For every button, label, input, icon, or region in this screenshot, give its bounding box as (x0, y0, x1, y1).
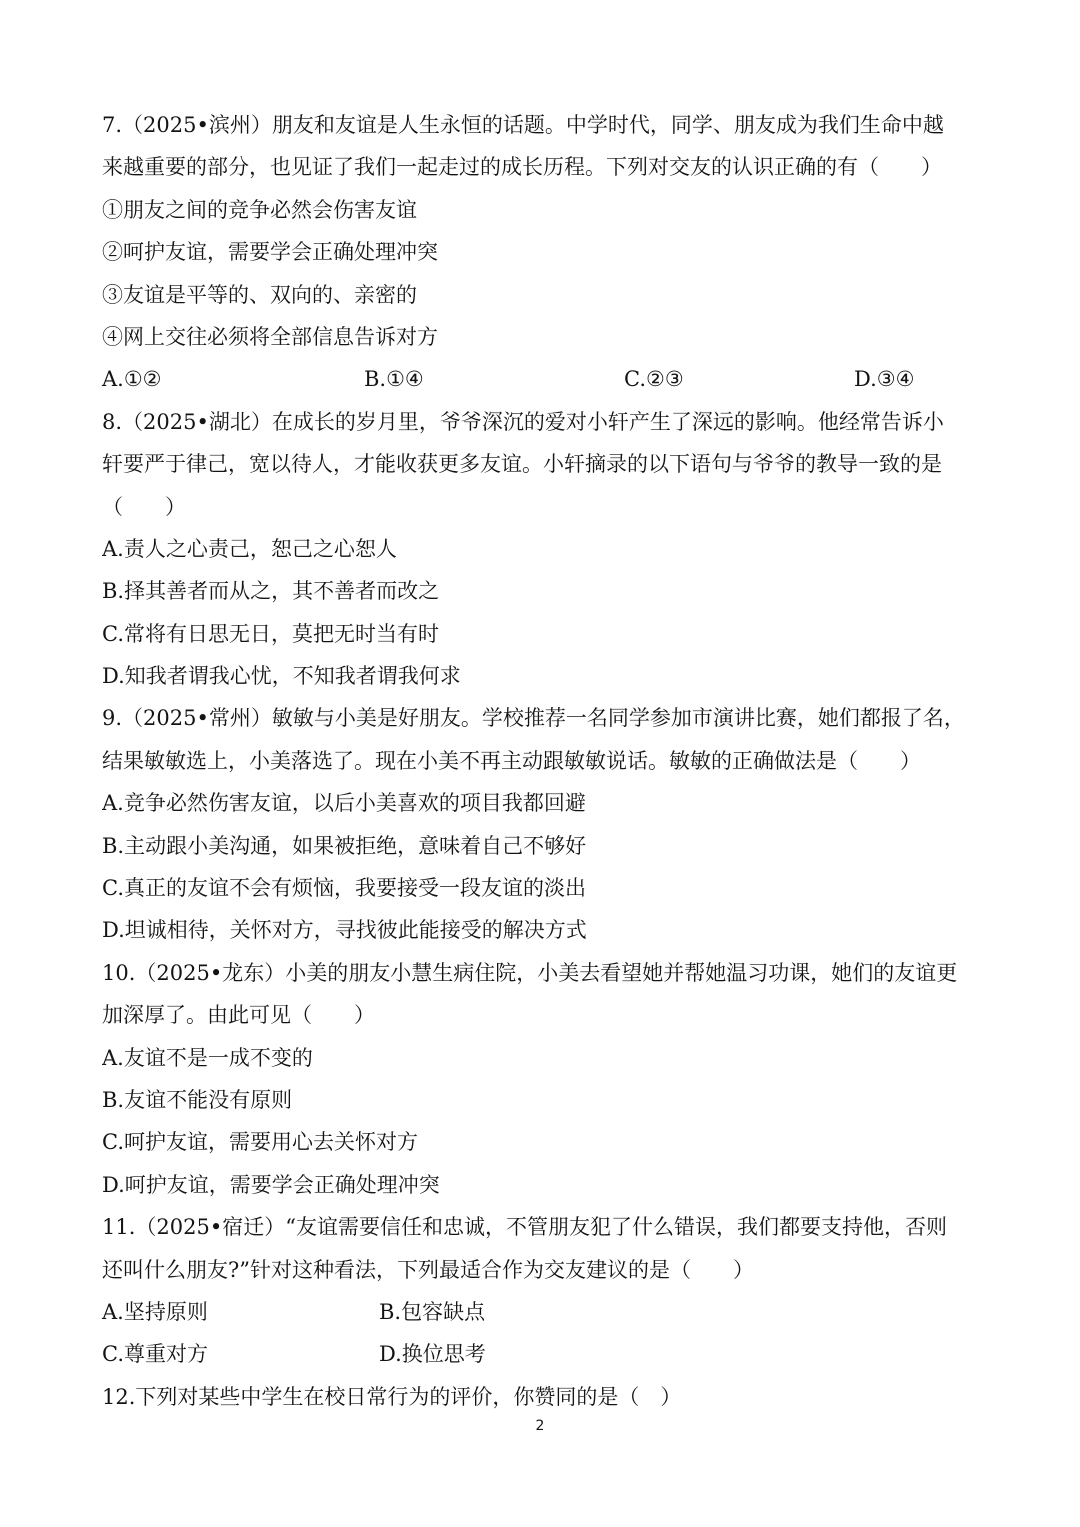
q9-stem-line-2: 结果敏敏选上，小美落选了。现在小美不再主动跟敏敏说话。敏敏的正确做法是（ ） (102, 748, 921, 773)
q11-option-c: C.尊重对方 (102, 1342, 208, 1367)
q11-stem-line-1: 11.（2025•宿迁）“友谊需要信任和忠诚，不管朋友犯了什么错误，我们都要支持他，否则 (102, 1215, 947, 1240)
q7-statement-2: ②呵护友谊，需要学会正确处理冲突 (102, 240, 438, 265)
q8-option-c: C.常将有日思无日，莫把无时当有时 (102, 621, 439, 646)
page-number: 2 (535, 1418, 545, 1434)
q8-option-b: B.择其善者而从之，其不善者而改之 (102, 579, 440, 604)
q7-stem-line-1: 7.（2025•滨州）朋友和友谊是人生永恒的话题。中学时代，同学、朋友成为我们生命中越 (102, 113, 944, 137)
q10-stem-line-1: 10.（2025•龙东）小美的朋友小慧生病住院，小美去看望她并帮她温习功课，她们的友谊更 (102, 960, 958, 985)
q11-option-d: D.换位思考 (379, 1342, 486, 1367)
q10-stem-line-2: 加深厚了。由此可见（ ） (102, 1003, 375, 1028)
q11-options-row-1 (102, 1291, 982, 1333)
q11-stem-line-2: 还叫什么朋友?”针对这种看法，下列最适合作为交友建议的是（ ） (102, 1257, 754, 1282)
q9-option-a: A.竞争必然伤害友谊，以后小美喜欢的项目我都回避 (102, 791, 586, 816)
q9-option-c: C.真正的友谊不会有烦恼，我要接受一段友谊的淡出 (102, 876, 586, 901)
q10-option-a: A.友谊不是一成不变的 (102, 1045, 313, 1070)
q11-option-b: B.包容缺点 (379, 1299, 486, 1324)
q7-option-d: D.③④ (854, 367, 915, 392)
question-list (102, 104, 982, 1418)
q8-stem-line-2: 轩要严于律己，宽以待人，才能收获更多友谊。小轩摘录的以下语句与爷爷的教导一致的是 (102, 452, 942, 477)
q9-stem-line-1: 9.（2025•常州）敏敏与小美是好朋友。学校推荐一名同学参加市演讲比赛，她们都报了名， (102, 706, 965, 731)
q9-option-d: D.坦诚相待，关怀对方，寻找彼此能接受的解决方式 (102, 918, 587, 943)
q10-option-d: D.呵护友谊，需要学会正确处理冲突 (102, 1172, 440, 1197)
q7-statement-4: ④网上交往必须将全部信息告诉对方 (102, 324, 438, 349)
q7-option-b: B.①④ (364, 367, 424, 392)
q10-option-c: C.呵护友谊，需要用心去关怀对方 (102, 1130, 418, 1155)
q9-option-b: B.主动跟小美沟通，如果被拒绝，意味着自己不够好 (102, 833, 587, 858)
q7-options (102, 358, 982, 400)
q7-option-c: C.②③ (624, 367, 684, 392)
q11-options-row-2 (102, 1333, 982, 1375)
q7-statement-1: ①朋友之间的竞争必然会伤害友谊 (102, 197, 417, 222)
q12-stem-line-1: 12.下列对某些中学生在校日常行为的评价，你赞同的是（ ） (102, 1384, 682, 1409)
q10-option-b: B.友谊不能没有原则 (102, 1087, 293, 1112)
q8-stem-line-3: （ ） (102, 494, 186, 519)
q8-option-d: D.知我者谓我心忧，不知我者谓我何求 (102, 664, 461, 689)
q8-option-a: A.责人之心责己，恕己之心恕人 (102, 536, 397, 561)
q7-statement-3: ③友谊是平等的、双向的、亲密的 (102, 282, 417, 307)
q8-stem-line-1: 8.（2025•湖北）在成长的岁月里，爷爷深沉的爱对小轩产生了深远的影响。他经常告诉小 (102, 409, 944, 434)
q11-option-a: A.坚持原则 (102, 1299, 208, 1324)
q7-option-a: A.①② (102, 367, 162, 392)
q7-stem-line-2: 来越重要的部分，也见证了我们一起走过的成长历程。下列对交友的认识正确的有（ ） (102, 155, 942, 180)
